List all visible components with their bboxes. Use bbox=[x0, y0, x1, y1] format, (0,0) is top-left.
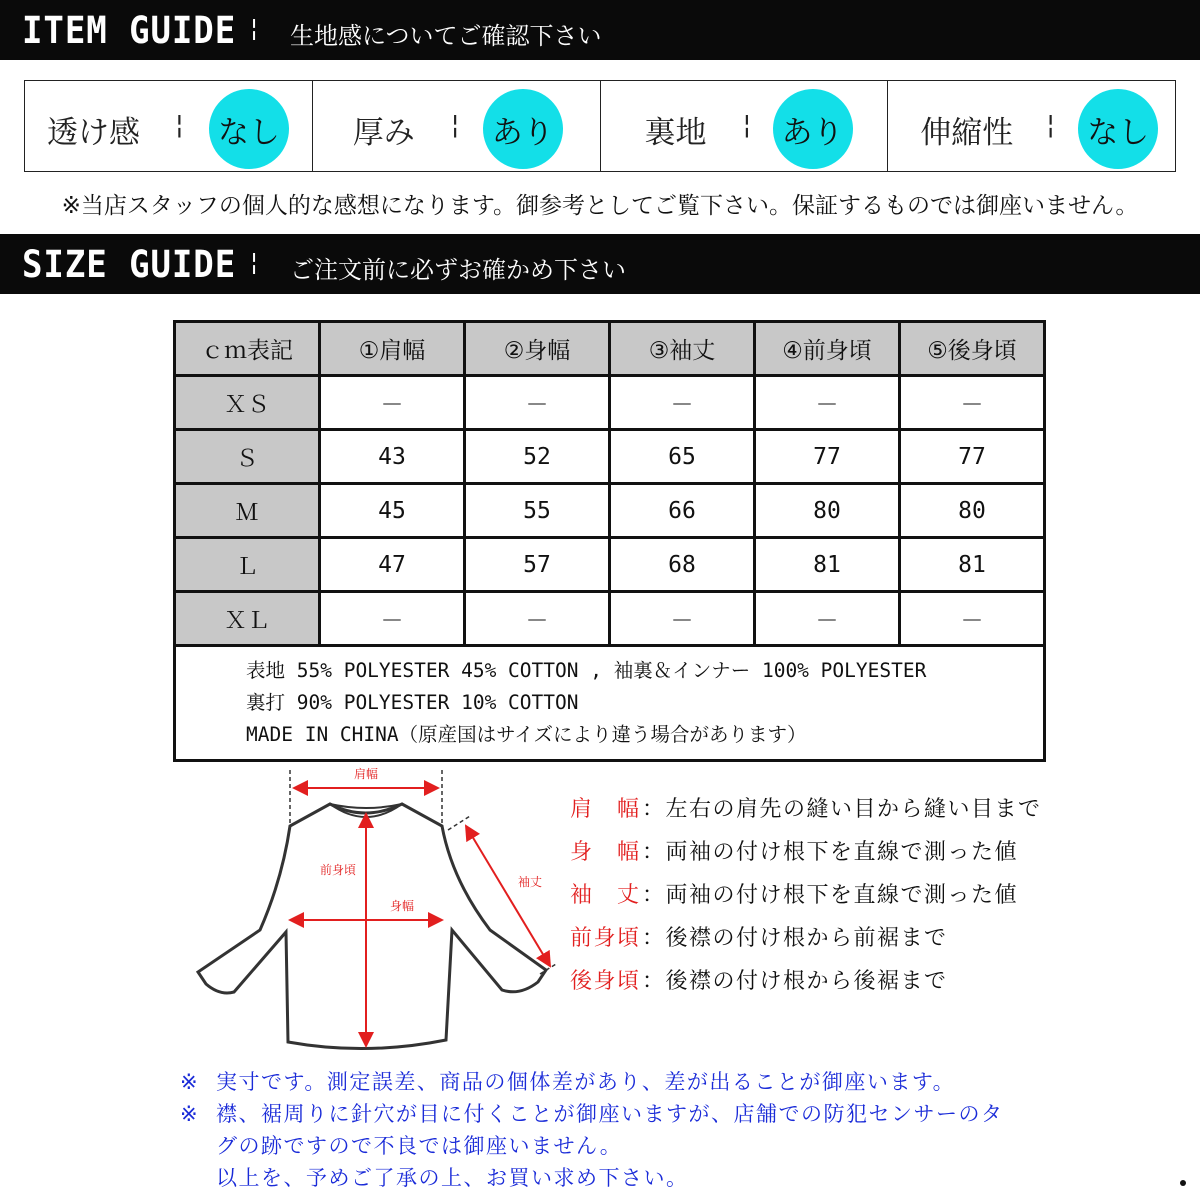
fabric-item-separator: ¦ bbox=[175, 110, 184, 140]
note-mark: ※ bbox=[180, 1102, 200, 1126]
table-cell: 57 bbox=[465, 538, 610, 592]
table-cell: 68 bbox=[610, 538, 755, 592]
definition-row bbox=[570, 921, 948, 952]
size-label: Ｌ bbox=[175, 538, 320, 592]
table-row bbox=[175, 376, 1045, 430]
definition-term: 身 幅 bbox=[570, 840, 641, 865]
definition-row bbox=[570, 878, 1018, 909]
table-cell: 55 bbox=[465, 484, 610, 538]
item-guide-separator: ¦ bbox=[250, 14, 259, 42]
fabric-item-label: 伸縮性 bbox=[920, 115, 1014, 151]
diagram-label-width: 身幅 bbox=[389, 899, 415, 913]
table-cell: 81 bbox=[755, 538, 900, 592]
definition-colon: ： bbox=[642, 926, 666, 951]
note-text: 以上を、予めご了承の上、お買い求め下さい。 bbox=[216, 1166, 689, 1190]
material-line: 表地 55% POLYESTER 45% COTTON , 袖裏＆インナー 100% POLYESTER bbox=[246, 659, 927, 682]
disclaimer-line bbox=[180, 1130, 622, 1160]
fabric-item-label: 厚み bbox=[352, 115, 415, 151]
fabric-item-badge: あり bbox=[773, 89, 853, 169]
table-cell: 65 bbox=[610, 430, 755, 484]
table-cell: － bbox=[900, 376, 1045, 430]
definition-colon: ： bbox=[642, 840, 666, 865]
fabric-item-transparency bbox=[25, 81, 313, 171]
size-label: Ｓ bbox=[175, 430, 320, 484]
size-label: ＸＬ bbox=[175, 592, 320, 646]
definition-row bbox=[570, 964, 948, 995]
size-table-header: ②身幅 bbox=[465, 322, 610, 376]
size-guide-separator: ¦ bbox=[250, 248, 259, 276]
definition-colon: ： bbox=[642, 969, 666, 994]
size-table-header-row bbox=[175, 322, 1045, 376]
table-cell: － bbox=[320, 376, 465, 430]
table-cell: 47 bbox=[320, 538, 465, 592]
sweater-illustration bbox=[190, 760, 570, 1060]
size-label: Ｍ bbox=[175, 484, 320, 538]
definition-desc: 左右の肩先の縫い目から縫い目まで bbox=[665, 797, 1042, 822]
table-cell: － bbox=[320, 592, 465, 646]
table-cell: － bbox=[900, 592, 1045, 646]
diagram-label-sleeve: 袖丈 bbox=[517, 875, 543, 889]
corner-dot bbox=[1180, 1180, 1186, 1186]
fabric-item-label: 裏地 bbox=[644, 115, 707, 151]
definition-row bbox=[570, 792, 1042, 823]
table-cell: － bbox=[465, 376, 610, 430]
disclaimer-line bbox=[180, 1162, 689, 1192]
definition-term: 後身頃 bbox=[570, 969, 641, 994]
definition-desc: 両袖の付け根下を直線で測った値 bbox=[665, 883, 1019, 908]
definition-desc: 後襟の付け根から前裾まで bbox=[665, 926, 948, 951]
sleeve-arrow bbox=[466, 826, 550, 966]
table-cell: 45 bbox=[320, 484, 465, 538]
size-guide-title: SIZE GUIDE bbox=[22, 243, 237, 286]
definition-colon: ： bbox=[642, 883, 666, 908]
materials-row bbox=[175, 646, 1045, 761]
item-guide-title: ITEM GUIDE bbox=[22, 9, 237, 52]
fabric-item-label: 透け感 bbox=[47, 115, 140, 151]
table-cell: 77 bbox=[755, 430, 900, 484]
table-cell: － bbox=[465, 592, 610, 646]
table-row bbox=[175, 592, 1045, 646]
definition-term: 前身頃 bbox=[570, 926, 641, 951]
table-cell: 77 bbox=[900, 430, 1045, 484]
item-guide-subtitle: 生地感についてご確認下さい bbox=[290, 22, 602, 50]
sweater-outline bbox=[198, 804, 546, 1049]
table-row bbox=[175, 484, 1045, 538]
table-cell: 81 bbox=[900, 538, 1045, 592]
size-table-header: ①肩幅 bbox=[320, 322, 465, 376]
size-guide-subtitle: ご注文前に必ずお確かめ下さい bbox=[290, 256, 626, 284]
fabric-item-badge: あり bbox=[483, 89, 563, 169]
note-text: 襟、裾周りに針穴が目に付くことが御座いますが、店舗での防犯センサーのタ bbox=[216, 1102, 1004, 1126]
size-table-header: ④前身頃 bbox=[755, 322, 900, 376]
fabric-feel-box bbox=[24, 80, 1176, 172]
definition-term: 袖 丈 bbox=[570, 883, 641, 908]
definition-desc: 両袖の付け根下を直線で測った値 bbox=[665, 840, 1019, 865]
size-table-header: ｃｍ表記 bbox=[175, 322, 320, 376]
fabric-item-badge: なし bbox=[1078, 89, 1158, 169]
table-cell: － bbox=[755, 592, 900, 646]
fabric-item-separator: ¦ bbox=[742, 110, 752, 140]
disclaimer-line bbox=[180, 1066, 955, 1096]
table-row bbox=[175, 538, 1045, 592]
item-guide-banner bbox=[0, 0, 1200, 60]
table-row bbox=[175, 430, 1045, 484]
fabric-item-thickness bbox=[313, 81, 601, 171]
definition-term: 肩 幅 bbox=[570, 797, 641, 822]
table-cell: 52 bbox=[465, 430, 610, 484]
size-label: ＸＳ bbox=[175, 376, 320, 430]
fabric-item-lining bbox=[601, 81, 889, 171]
garment-diagram bbox=[190, 760, 570, 1064]
table-cell: 66 bbox=[610, 484, 755, 538]
size-table-header: ③袖丈 bbox=[610, 322, 755, 376]
size-guide-banner bbox=[0, 234, 1200, 294]
definition-colon: ： bbox=[642, 797, 666, 822]
fabric-item-badge: なし bbox=[209, 89, 289, 169]
diagram-label-front-length: 前身頃 bbox=[319, 863, 357, 877]
definition-row bbox=[570, 835, 1018, 866]
material-line: MADE IN CHINA（原産国はサイズにより違う場合があります） bbox=[246, 723, 807, 746]
materials-cell bbox=[175, 646, 1045, 761]
note-text: グの跡ですので不良では御座いません。 bbox=[216, 1134, 623, 1158]
note-mark: ※ bbox=[180, 1070, 200, 1094]
table-cell: 80 bbox=[900, 484, 1045, 538]
fabric-item-separator: ¦ bbox=[1046, 110, 1056, 140]
table-cell: － bbox=[610, 376, 755, 430]
table-cell: 80 bbox=[755, 484, 900, 538]
staff-opinion-note: ※当店スタッフの個人的な感想になります。御参考としてご覧下さい。保証するものでは御座いません。 bbox=[61, 193, 1139, 219]
table-cell: 43 bbox=[320, 430, 465, 484]
disclaimer-line bbox=[180, 1098, 1004, 1128]
size-table bbox=[173, 320, 1046, 762]
fabric-item-stretch bbox=[888, 81, 1175, 171]
definition-desc: 後襟の付け根から後裾まで bbox=[665, 969, 948, 994]
diagram-label-shoulder: 肩幅 bbox=[353, 767, 379, 781]
table-cell: － bbox=[755, 376, 900, 430]
table-cell: － bbox=[610, 592, 755, 646]
material-line: 裏打 90% POLYESTER 10% COTTON bbox=[246, 691, 579, 714]
fabric-item-separator: ¦ bbox=[450, 110, 460, 140]
note-text: 実寸です。測定誤差、商品の個体差があり、差が出ることが御座います。 bbox=[216, 1070, 956, 1094]
size-table-header: ⑤後身頃 bbox=[900, 322, 1045, 376]
